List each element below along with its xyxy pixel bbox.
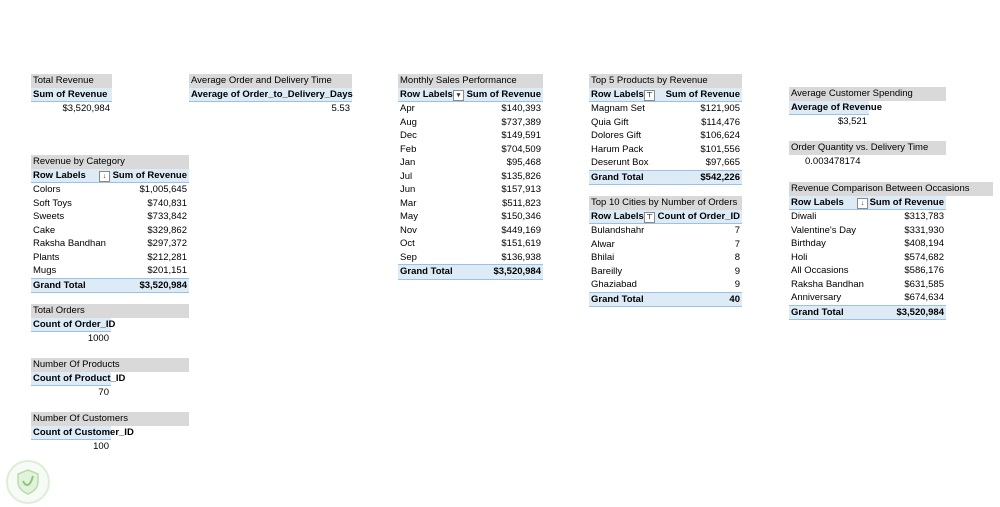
row-value: $674,634 — [904, 292, 944, 303]
row-label: Plants — [33, 251, 60, 263]
table-row[interactable] — [398, 197, 543, 211]
pivot-value[interactable]: 1000 — [87, 333, 109, 344]
number-of-products-pivot — [31, 358, 189, 400]
top-products-pivot — [589, 74, 742, 185]
row-value: $157,913 — [501, 184, 541, 195]
row-label: Mar — [400, 197, 417, 209]
row-value: $151,619 — [501, 238, 541, 249]
value-header[interactable]: Sum of Revenue — [869, 196, 944, 208]
table-row[interactable] — [398, 183, 543, 197]
row-label: Raksha Bandhan — [33, 238, 106, 249]
grand-total-row[interactable]: Grand Total 40 — [589, 292, 742, 308]
pivot-title: Top 5 Products by Revenue — [589, 74, 742, 88]
filter-dropdown-icon[interactable]: ▾ — [453, 90, 464, 101]
row-label: All Occasions — [791, 265, 849, 276]
row-label: Oct — [400, 238, 415, 249]
row-label: Jul — [400, 170, 413, 182]
pivot-header-row — [589, 88, 742, 103]
table-row[interactable] — [398, 224, 543, 238]
pivot-header[interactable]: Average of Revenue — [789, 101, 869, 116]
row-value: $737,389 — [501, 116, 541, 128]
monthly-sales-pivot — [398, 74, 543, 280]
row-value: $95,468 — [506, 157, 541, 168]
row-value: $511,823 — [502, 197, 541, 209]
row-value: $586,176 — [904, 265, 944, 276]
row-value: $449,169 — [501, 224, 541, 236]
row-value: 9 — [734, 279, 740, 290]
pivot-title: Number Of Products — [31, 358, 189, 372]
pivot-value[interactable]: 70 — [98, 387, 109, 398]
row-value: $135,826 — [501, 170, 541, 182]
table-row[interactable] — [31, 264, 189, 278]
filter-active-icon[interactable]: ⊤ — [644, 212, 655, 223]
pivot-value[interactable]: 100 — [93, 441, 109, 452]
table-row[interactable] — [789, 291, 946, 305]
row-label: Feb — [400, 143, 417, 155]
pivot-value[interactable]: 5.53 — [331, 103, 350, 114]
pivot-title: Revenue by Category — [31, 155, 189, 169]
order-qty-vs-delivery — [789, 141, 946, 168]
pivot-value[interactable]: $3,520,984 — [62, 103, 110, 114]
row-value: $212,281 — [147, 251, 187, 263]
row-label: Quia Gift — [591, 116, 629, 128]
row-label: Anniversary — [791, 292, 842, 303]
table-row[interactable] — [398, 116, 543, 130]
table-row[interactable] — [789, 264, 946, 278]
grand-total-row[interactable]: Grand Total $542,226 — [589, 170, 742, 186]
table-row[interactable] — [589, 156, 742, 170]
row-value: $149,591 — [501, 130, 541, 141]
pivot-header[interactable]: Average of Order_to_Delivery_Days — [189, 88, 352, 103]
row-label: Colors — [33, 184, 61, 195]
row-value: 9 — [734, 265, 740, 277]
row-value: $201,151 — [147, 265, 187, 276]
avg-customer-spending-pivot — [789, 87, 946, 129]
row-labels-header[interactable]: Row Labels — [591, 210, 644, 222]
row-labels-header[interactable]: Row Labels — [791, 196, 844, 208]
table-row[interactable] — [31, 237, 189, 251]
row-value: $136,938 — [501, 251, 541, 263]
row-label: Dec — [400, 130, 417, 141]
row-label: Apr — [400, 103, 415, 114]
correlation-value[interactable]: 0.003478174 — [805, 155, 861, 167]
table-row[interactable] — [398, 143, 543, 157]
value-header[interactable]: Count of Order_ID — [657, 210, 740, 222]
table-row[interactable] — [398, 170, 543, 184]
row-value: $704,509 — [501, 143, 541, 155]
table-row[interactable] — [589, 238, 742, 252]
row-value: $114,476 — [701, 116, 740, 128]
table-row[interactable] — [789, 237, 946, 251]
row-value: $631,585 — [904, 278, 944, 290]
row-label: Dolores Gift — [591, 130, 642, 141]
pivot-header-row — [789, 196, 946, 211]
row-label: Birthday — [791, 238, 826, 249]
value-header[interactable]: Sum of Revenue — [665, 88, 740, 100]
grand-total-row[interactable]: Grand Total $3,520,984 — [789, 305, 946, 321]
table-row[interactable] — [589, 129, 742, 143]
row-value: $331,930 — [904, 224, 944, 236]
pivot-title: Average Order and Delivery Time — [189, 74, 352, 88]
total-revenue-pivot — [31, 74, 112, 116]
row-label: Magnam Set — [591, 103, 645, 114]
table-row[interactable] — [789, 224, 946, 238]
pivot-header[interactable]: Count of Product_ID — [31, 372, 111, 387]
pivot-header[interactable]: Count of Customer_ID — [31, 426, 111, 441]
row-label: Soft Toys — [33, 197, 72, 209]
table-row[interactable] — [589, 116, 742, 130]
row-label: Diwali — [791, 211, 817, 222]
table-row[interactable] — [398, 102, 543, 116]
row-label: Bulandshahr — [591, 225, 645, 236]
row-labels-header[interactable]: Row Labels — [591, 88, 644, 100]
pivot-header-row — [398, 88, 543, 103]
row-label: Cake — [33, 224, 56, 236]
revenue-by-occasion-pivot — [789, 182, 970, 320]
pivot-title: Revenue Comparison Between Occasions — [789, 182, 993, 196]
sort-descending-icon[interactable]: ↓ — [857, 198, 868, 209]
table-row[interactable] — [589, 143, 742, 157]
revenue-by-category-pivot — [31, 155, 189, 293]
row-labels-header[interactable]: Row Labels — [400, 88, 453, 100]
row-label: Aug — [400, 116, 417, 128]
row-value: $297,372 — [147, 238, 187, 249]
row-label: Valentine's Day — [791, 224, 857, 236]
row-value: 7 — [734, 238, 740, 250]
row-label: Ghaziabad — [591, 279, 637, 290]
pivot-title: Total Revenue — [31, 74, 112, 88]
pivot-title: Monthly Sales Performance — [398, 74, 543, 88]
row-label: Raksha Bandhan — [791, 278, 864, 290]
table-row[interactable] — [789, 210, 946, 224]
row-value: $313,783 — [904, 211, 944, 222]
pivot-title: Average Customer Spending — [789, 87, 946, 101]
pivot-header[interactable]: Count of Order_ID — [31, 318, 111, 333]
row-label: Harum Pack — [591, 143, 644, 155]
grand-total-row[interactable]: Grand Total $3,520,984 — [31, 278, 189, 294]
shield-leaf-logo — [6, 460, 50, 504]
table-row[interactable] — [398, 237, 543, 251]
total-orders-pivot — [31, 304, 189, 346]
pivot-title: Total Orders — [31, 304, 189, 318]
table-row[interactable] — [31, 251, 189, 265]
pivot-title: Top 10 Cities by Number of Orders — [589, 196, 742, 210]
avg-order-delivery-pivot — [189, 74, 352, 116]
row-value: $740,831 — [147, 197, 187, 209]
table-row[interactable] — [589, 251, 742, 265]
row-label: Bhilai — [591, 252, 615, 263]
row-value: $121,905 — [700, 103, 740, 114]
row-value: $101,556 — [700, 143, 740, 155]
metric-title: Order Quantity vs. Delivery Time — [789, 141, 946, 155]
table-row[interactable] — [789, 278, 946, 292]
row-value: $1,005,645 — [139, 184, 187, 195]
row-label: Holi — [791, 251, 808, 263]
row-label: Sweets — [33, 211, 65, 222]
row-value: $329,862 — [147, 224, 187, 236]
table-row[interactable] — [398, 251, 543, 265]
sort-descending-icon[interactable]: ↓ — [99, 171, 110, 182]
table-row[interactable] — [31, 197, 189, 211]
row-label: Deserunt Box — [591, 157, 649, 168]
table-row[interactable] — [31, 210, 189, 224]
row-value: $733,842 — [147, 211, 187, 222]
row-value: $106,624 — [700, 130, 740, 141]
row-label: Nov — [400, 224, 417, 236]
row-labels-header[interactable]: Row Labels — [33, 169, 86, 181]
row-label: Alwar — [591, 238, 615, 250]
table-row[interactable] — [398, 156, 543, 170]
pivot-title: Number Of Customers — [31, 412, 189, 426]
table-row[interactable] — [789, 251, 946, 265]
shield-leaf-icon — [17, 469, 39, 495]
grand-total-row[interactable]: Grand Total $3,520,984 — [398, 264, 543, 280]
table-row[interactable] — [31, 183, 189, 197]
row-value: 7 — [734, 225, 740, 236]
pivot-value[interactable]: $3,521 — [837, 116, 867, 127]
table-row[interactable] — [589, 102, 742, 116]
pivot-header[interactable]: Sum of Revenue — [31, 88, 112, 103]
pivot-header-row — [589, 210, 742, 225]
row-label: May — [400, 211, 418, 222]
pivot-header-row — [31, 169, 189, 184]
number-of-customers-pivot — [31, 412, 189, 454]
row-label: Jan — [400, 157, 416, 168]
value-header[interactable]: Sum of Revenue — [112, 169, 187, 181]
row-value: $574,682 — [904, 251, 944, 263]
row-value: 8 — [734, 252, 740, 263]
table-row[interactable] — [398, 210, 543, 224]
table-row[interactable] — [31, 224, 189, 238]
table-row[interactable] — [398, 129, 543, 143]
row-label: Bareilly — [591, 265, 623, 277]
row-value: $97,665 — [705, 157, 740, 168]
row-value: $408,194 — [904, 238, 944, 249]
filter-active-icon[interactable]: ⊤ — [644, 90, 655, 101]
row-value: $150,346 — [501, 211, 541, 222]
row-value: $140,393 — [501, 103, 541, 114]
table-row[interactable] — [589, 224, 742, 238]
top-cities-pivot — [589, 196, 742, 307]
row-label: Jun — [400, 184, 416, 195]
value-header[interactable]: Sum of Revenue — [466, 88, 541, 100]
table-row[interactable] — [589, 265, 742, 279]
row-label: Sep — [400, 251, 417, 263]
table-row[interactable] — [589, 278, 742, 292]
row-label: Mugs — [33, 265, 57, 276]
